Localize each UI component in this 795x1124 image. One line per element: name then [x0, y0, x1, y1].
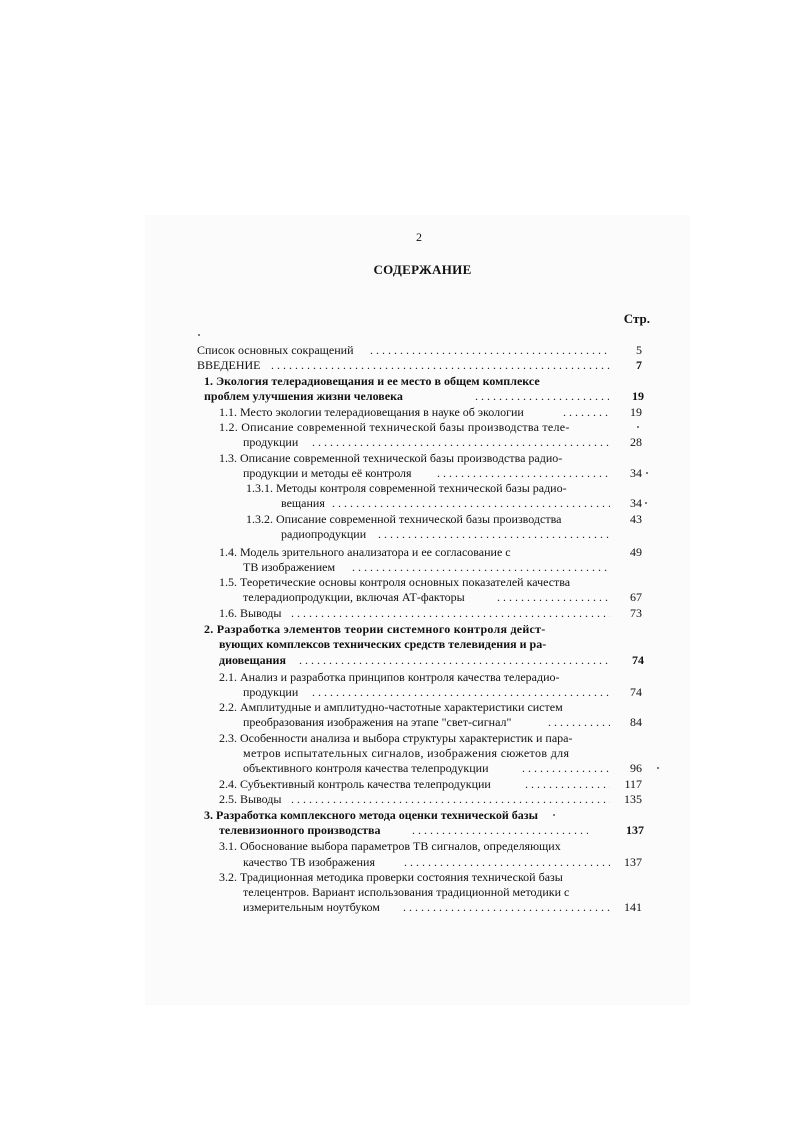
- dot-leader: [299, 653, 609, 668]
- toc-entry-text: качество ТВ изображения: [243, 855, 375, 869]
- toc-entry-text: 2.5. Выводы: [219, 792, 282, 806]
- dot-leader: [412, 823, 588, 838]
- toc-entry-text: 1.3.1. Методы контроля современной технической базы радио-: [246, 481, 567, 495]
- toc-entry-page: 34: [630, 466, 642, 480]
- dot-leader: [378, 527, 610, 542]
- toc-entry-text: 1.3.2. Описание современной технической базы производства: [246, 512, 562, 526]
- toc-entry-text: 1. Экология телерадиовещания и ее место в общем комплексе: [204, 374, 540, 388]
- toc-entry-text: 1.4. Модель зрительного анализатора и ее согласование с: [219, 545, 511, 559]
- toc-entry-text: 3.1. Обоснование выбора параметров ТВ сигналов, определяющих: [219, 839, 561, 853]
- toc-entry-text: 1.2. Описание современной технической базы производства теле-: [219, 420, 570, 434]
- toc-entry-page: 74: [632, 653, 644, 667]
- toc-entry-page: 73: [630, 606, 642, 620]
- page-number: 2: [416, 230, 422, 244]
- scan-speck: [645, 502, 647, 504]
- dot-leader: [404, 855, 610, 870]
- toc-entry-text: 3. Разработка комплексного метода оценки технической базы: [204, 808, 538, 822]
- toc-entry-text: ТВ изображением: [243, 560, 336, 574]
- toc-entry-page: 135: [624, 792, 642, 806]
- dot-leader: [291, 606, 610, 621]
- page-title: СОДЕРЖАНИЕ: [373, 262, 472, 277]
- dot-leader: [271, 358, 610, 373]
- toc-entry-text: диовещания: [219, 653, 286, 667]
- toc-entry-text: 2.2. Амплитудные и амплитудно-частотные характеристики систем: [219, 700, 563, 714]
- toc-entry-page: 67: [630, 590, 642, 604]
- toc-entry-page: 117: [624, 777, 642, 791]
- toc-entry-text: проблем улучшения жизни человека: [204, 389, 403, 403]
- toc-entry-page: 74: [630, 685, 642, 699]
- toc-entry-text: вещания: [281, 496, 325, 510]
- toc-entry-text: 1.1. Место экологии телерадиовещания в науке об экологии: [219, 405, 524, 419]
- toc-entry-page: 49: [630, 545, 642, 559]
- dot-leader: [548, 715, 610, 730]
- toc-entry-page: 141: [624, 900, 642, 914]
- toc-entry-page: 34: [630, 496, 642, 510]
- toc-entry-text: телевизионного производства: [219, 823, 381, 837]
- toc-entry-text: метров испытательных сигналов, изображения сюжетов для: [243, 746, 570, 760]
- dot-leader: [352, 560, 610, 575]
- dot-leader: [525, 777, 610, 792]
- scan-speck: [637, 426, 639, 428]
- dot-leader: [522, 761, 610, 776]
- dot-leader: [475, 389, 609, 404]
- toc-entry-page: 96: [630, 761, 642, 775]
- toc-entry-text: измерительным ноутбуком: [243, 900, 380, 914]
- toc-entry-text: вующих комплексов технических средств телевидения и ра-: [219, 637, 547, 651]
- toc-entry-text: преобразования изображения на этапе "свет-сигнал": [243, 715, 512, 729]
- toc-entry-text: 1.6. Выводы: [219, 606, 282, 620]
- scan-speck: [646, 472, 648, 474]
- scan-speck: [553, 814, 555, 816]
- toc-entry-text: продукции: [243, 435, 299, 449]
- toc-entry-page: 28: [630, 435, 642, 449]
- toc-entry-page: 137: [626, 823, 644, 837]
- dot-leader: [312, 685, 610, 700]
- toc-entry-text: телерадиопродукции, включая АТ-факторы: [243, 590, 465, 604]
- dot-leader: [497, 590, 610, 605]
- toc-entry-text: продукции и методы её контроля: [243, 466, 412, 480]
- toc-entry-text: 2.1. Анализ и разработка принципов контроля качества телерадио-: [219, 670, 560, 684]
- toc-entry-text: продукции: [243, 685, 299, 699]
- toc-entry-text: ВВЕДЕНИЕ: [197, 358, 261, 372]
- scan-speck: [657, 767, 659, 769]
- dot-leader: [332, 496, 610, 511]
- toc-entry-page: 7: [636, 358, 642, 372]
- toc-entry-text: 2.4. Субъективный контроль качества телепродукции: [219, 777, 491, 791]
- toc-entry-text: 2.3. Особенности анализа и выбора структуры характеристик и пара-: [219, 731, 573, 745]
- dot-leader: [437, 466, 610, 481]
- toc-entry-text: 2. Разработка элементов теории системного контроля дейст-: [204, 622, 546, 636]
- toc-entry-text: объективного контроля качества телепродукции: [243, 761, 489, 775]
- dot-leader: [403, 900, 610, 915]
- toc-entry-text: радиопродукции: [281, 527, 367, 541]
- toc-entry-page: 43: [630, 512, 642, 526]
- toc-entry-page: 5: [636, 343, 642, 357]
- dot-leader: [291, 792, 610, 807]
- toc-entry-page: 137: [624, 855, 642, 869]
- toc-entry-text: телецентров. Вариант использования традиционной методики с: [243, 885, 570, 899]
- toc-entry-page: 19: [632, 389, 644, 403]
- page-column-label: Стр.: [623, 311, 650, 326]
- dot-leader: [370, 343, 610, 358]
- toc-entry-page: 84: [630, 715, 642, 729]
- toc-entry-text: Список основных сокращений: [197, 343, 354, 357]
- toc-entry-text: 3.2. Традиционная методика проверки состояния технической базы: [219, 870, 563, 884]
- toc-entry-page: 19: [630, 405, 642, 419]
- dot-leader: [312, 435, 610, 450]
- scan-speck: [198, 334, 200, 336]
- toc-entry-text: 1.5. Теоретические основы контроля основных показателей качества: [219, 575, 571, 589]
- toc-entry-text: 1.3. Описание современной технической базы производства радио-: [219, 451, 563, 465]
